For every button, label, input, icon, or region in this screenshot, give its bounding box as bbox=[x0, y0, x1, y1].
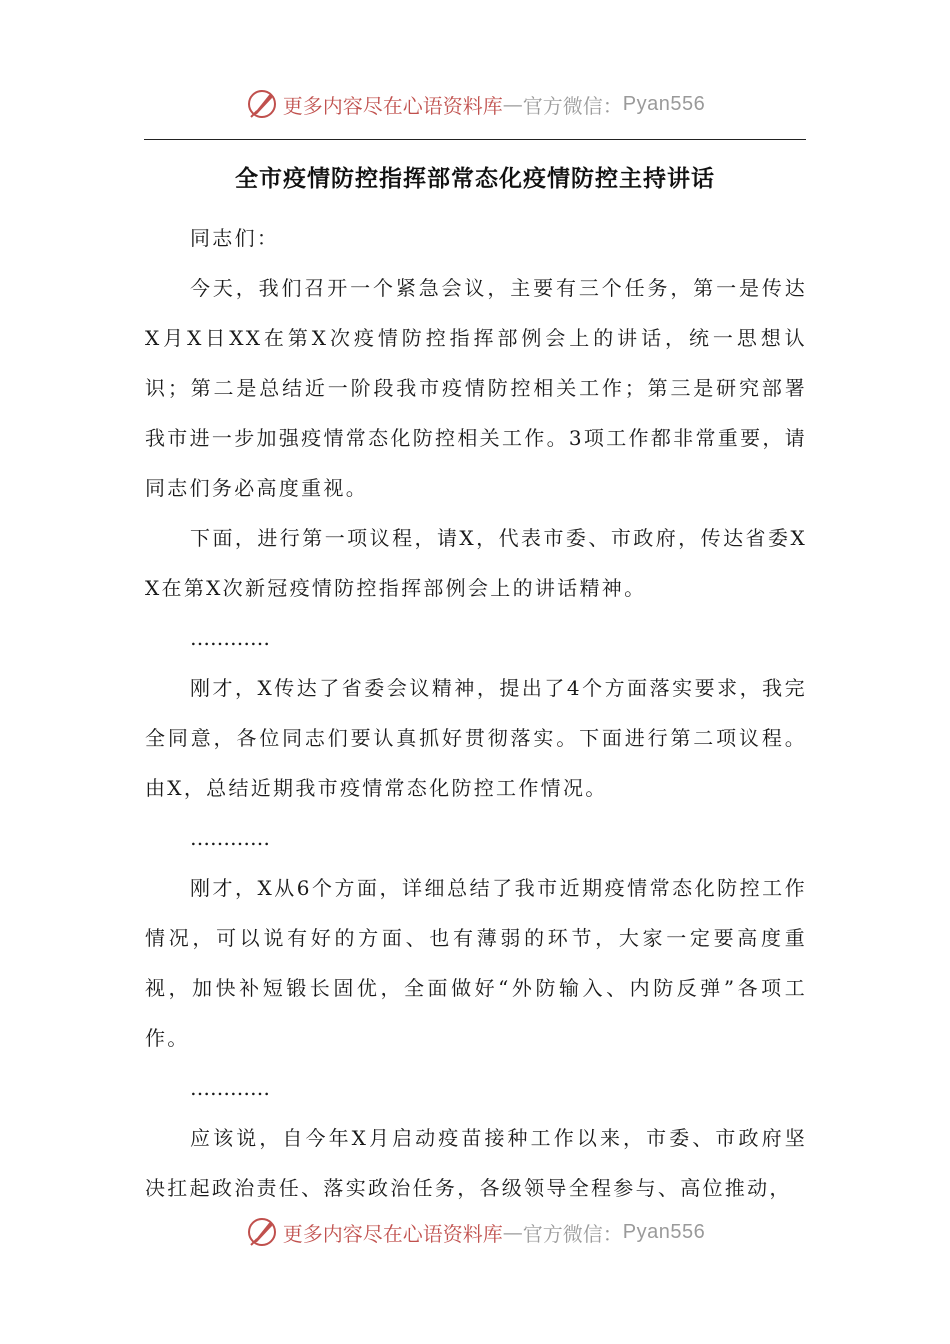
paragraph: 今天，我们召开一个紧急会议，主要有三个任务，第一是传达X月X日XX在第X次疫情防控指挥部例会上的讲话，统一思想认识；第二是总结近一阶段我市疫情防控相关工作；第三是研究部署我市进一步加强疫情常态化防控相关工作。3项工作都非常重要，请同志们务必高度重视。 bbox=[145, 276, 807, 500]
banner-wechat-label: 官方微信： bbox=[522, 93, 623, 118]
banner-site-text: 更多内容尽在心语资料库 bbox=[282, 1221, 503, 1246]
banner-wechat-id: Pyan556 bbox=[622, 92, 706, 115]
banner-dash: — bbox=[502, 1220, 523, 1244]
feather-pen-logo-icon bbox=[245, 1215, 279, 1249]
banner-site-text: 更多内容尽在心语资料库 bbox=[282, 93, 503, 118]
paragraph: 下面，进行第一项议程，请X，代表市委、市政府，传达省委XX在第X次新冠疫情防控指挥部例会上的讲话精神。 bbox=[145, 526, 807, 600]
ellipsis-separator: ………… bbox=[190, 626, 270, 650]
ellipsis-separator: ………… bbox=[190, 826, 270, 850]
paragraph: 刚才，X传达了省委会议精神，提出了4个方面落实要求，我完全同意，各位同志们要认真抓好贯彻落实。下面进行第二项议程。由X，总结近期我市疫情常态化防控工作情况。 bbox=[145, 676, 807, 800]
footer-banner bbox=[0, 1212, 950, 1252]
banner-dash: — bbox=[502, 92, 523, 116]
feather-pen-logo-icon bbox=[245, 87, 279, 121]
header-banner bbox=[0, 84, 950, 124]
banner-wechat-id: Pyan556 bbox=[622, 1220, 706, 1243]
document-body bbox=[145, 213, 807, 1213]
document-title: 全市疫情防控指挥部常态化疫情防控主持讲话 bbox=[235, 166, 715, 192]
header-divider bbox=[144, 139, 806, 140]
banner-wechat-label: 官方微信： bbox=[522, 1221, 623, 1246]
paragraph-salutation: 同志们： bbox=[190, 226, 280, 250]
ellipsis-separator: ………… bbox=[190, 1076, 270, 1100]
paragraph: 刚才，X从6个方面，详细总结了我市近期疫情常态化防控工作情况，可以说有好的方面、也有薄弱的环节，大家一定要高度重视，加快补短锻长固优，全面做好“外防输入、内防反弹”各项工作。 bbox=[145, 876, 807, 1050]
paragraph: 应该说，自今年X月启动疫苗接种工作以来，市委、市政府坚决扛起政治责任、落实政治任务，各级领导全程参与、高位推动， bbox=[145, 1126, 807, 1200]
